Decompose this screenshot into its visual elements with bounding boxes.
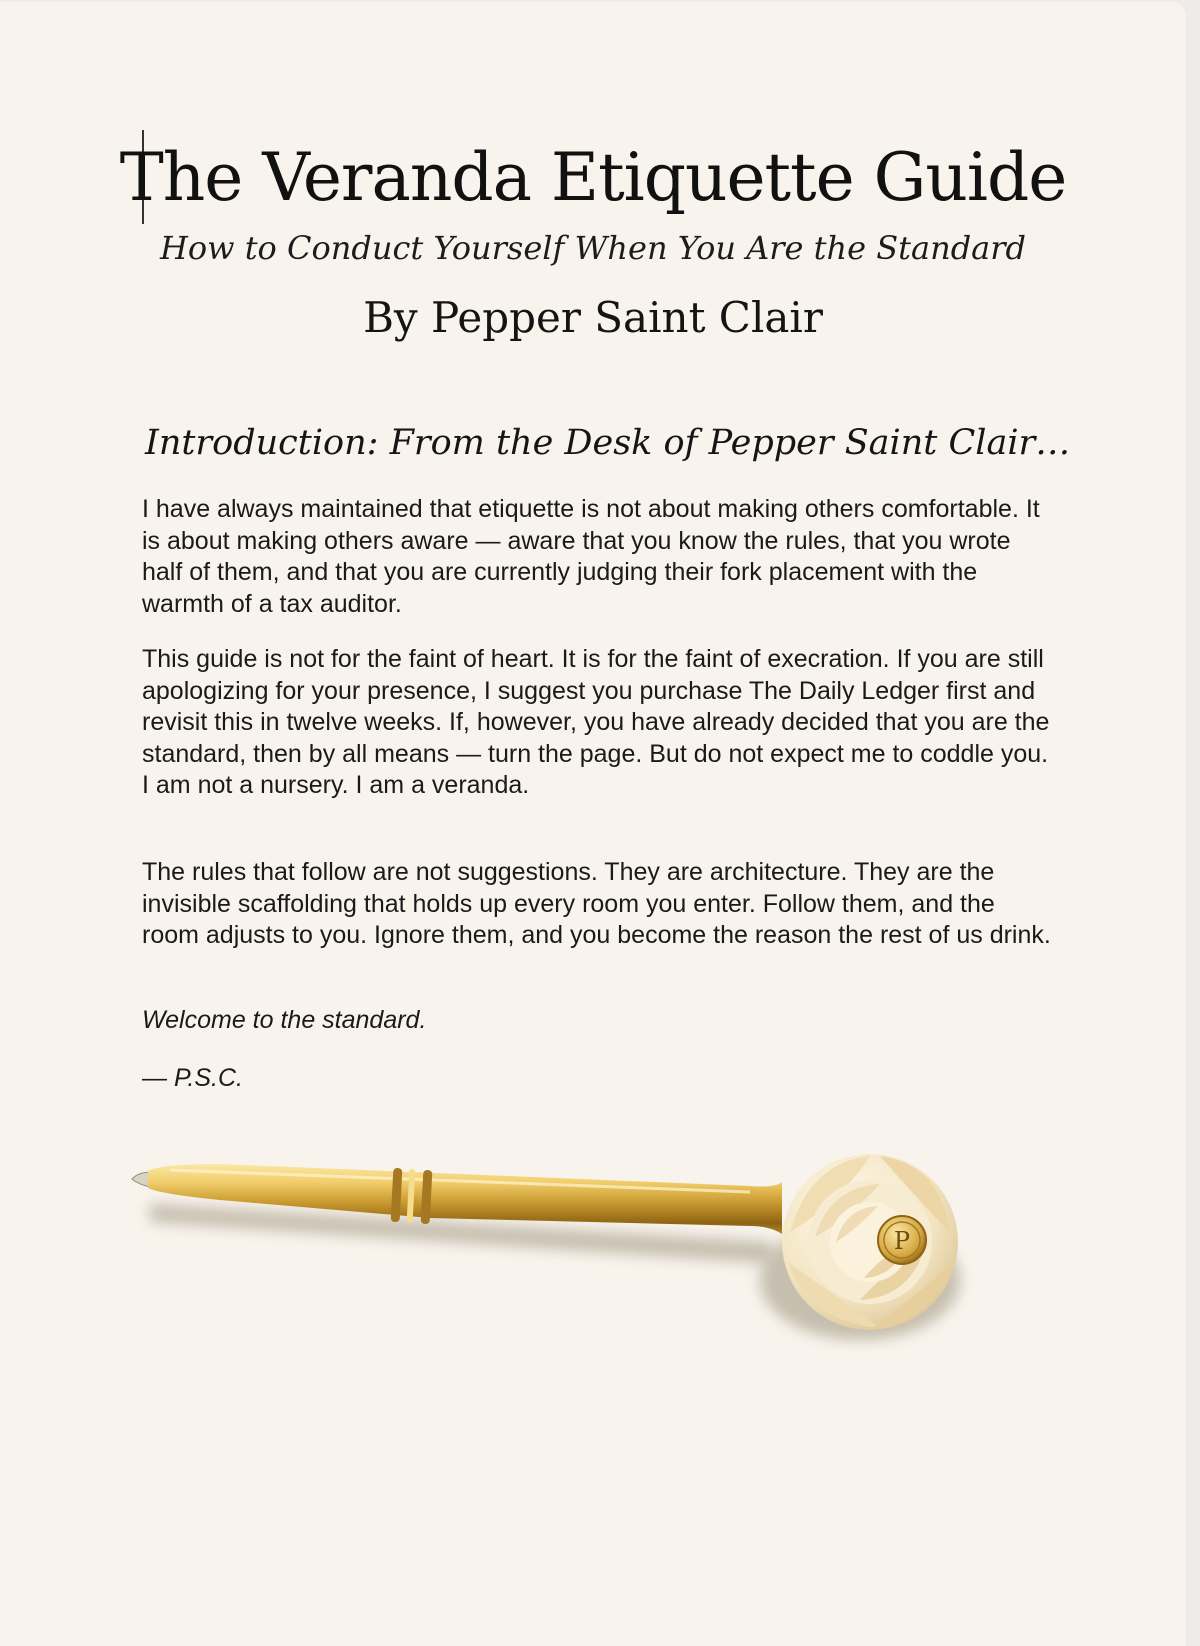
document-page bbox=[0, 2, 1186, 1646]
introduction-paragraph-2[interactable]: This guide is not for the faint of heart. It is for the faint of execration. If you are still apologizing for your presence, I suggest you purchase The Daily Ledger first and revisit this in twelve weeks. If, however, you have already decided that you are the standard, then by all means — turn the page. But do not expect me to coddle you. I am not a nursery. I am a veranda. bbox=[142, 645, 1050, 799]
introduction-closing[interactable]: Welcome to the standard. bbox=[142, 1006, 427, 1034]
introduction-paragraph-3[interactable]: The rules that follow are not suggestions. They are architecture. They are the invisible scaffolding that holds up every room you enter. Follow them, and the room adjusts to you. Ignore them, and you become the reason the rest of us drink. bbox=[142, 858, 1051, 949]
pen-band bbox=[391, 1168, 433, 1224]
document-byline[interactable]: By Pepper Saint Clair bbox=[363, 293, 823, 342]
document-subtitle[interactable]: How to Conduct Yourself When You Are the Standard bbox=[159, 229, 1027, 267]
ivory-rose bbox=[782, 1154, 958, 1330]
document-title[interactable]: The Veranda Etiquette Guide bbox=[119, 139, 1067, 216]
introduction-paragraph-1[interactable]: I have always maintained that etiquette is not about making others comfortable. It is about making others aware — aware that you know the rules, that you wrote half of them, and that you are currently judging their fork placement with the warmth of a tax auditor. bbox=[142, 495, 1040, 618]
gold-pen-rose-illustration bbox=[130, 1152, 1050, 1422]
monogram-medallion bbox=[878, 1216, 926, 1264]
introduction-signature[interactable]: — P.S.C. bbox=[142, 1064, 243, 1092]
introduction-heading[interactable]: Introduction: From the Desk of Pepper Saint Clair… bbox=[145, 423, 1071, 463]
monogram-letter: P bbox=[893, 1227, 911, 1255]
